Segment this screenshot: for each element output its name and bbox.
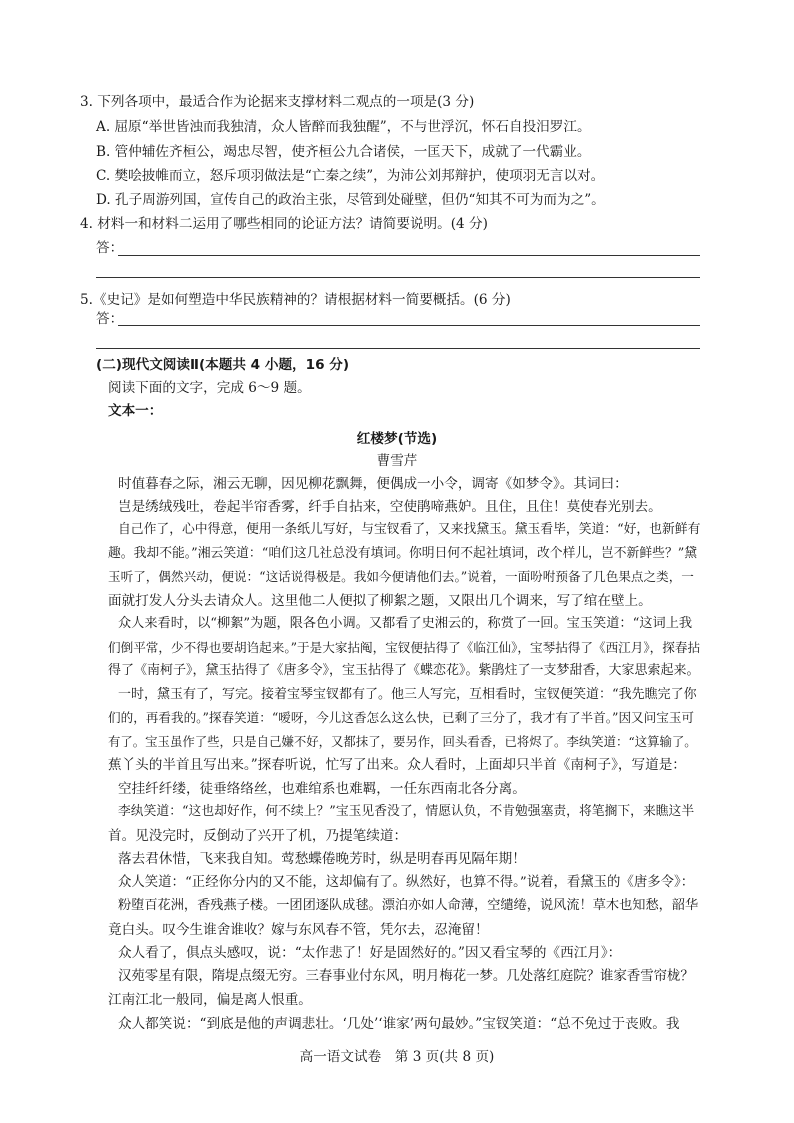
question-3-option-b: B. 管仲辅佐齐桓公，竭忠尽智，使齐桓公九合诸侯，一匡天下，成就了一代霸业。 [96, 144, 591, 160]
passage-line: 们的，再看我的。”探春笑道：“嗳呀，今儿这香怎么这么快，已剩了三分了，我才有了半首。”因又问宝玉可 [108, 710, 695, 725]
question-5-answer-line-1[interactable] [118, 325, 700, 326]
passage-line: 面就打发人分头去请众人。这里他二人便拟了柳絮之题，又限出几个调来，写了绾在壁上。 [108, 593, 652, 609]
question-3-option-d: D. 孔子周游列国，宣传自己的政治主张，尽管到处碰壁，但仍“知其不可为而为之”。 [96, 192, 605, 208]
passage-poem-line: 汉苑零星有限，隋堤点缀无穷。三春事业付东风，明月梅花一梦。几处落红庭院？谁家香雪帘栊？ [118, 969, 694, 984]
passage-line: 首。见没完时，反倒动了兴开了机，乃提笔续道： [108, 828, 408, 844]
section-2-heading: (二)现代文阅读Ⅱ(本题共 4 小题，16 分) [96, 357, 350, 373]
text-one-label: 文本一： [108, 403, 163, 419]
question-3-option-a: A. 屈原“举世皆浊而我独清，众人皆醉而我独醒”，不与世浮沉，怀石自投汨罗江。 [96, 119, 591, 135]
passage-line: 自己作了，心中得意，便用一条纸儿写好，与宝钗看了，又来找黛玉。黛玉看毕，笑道：“好，也新鲜有 [118, 522, 701, 537]
passage-line: 众人笑道：“正经你分内的又不能，这却偏有了。纵然好，也算不得。”说着，看黛玉的《唐多令》： [118, 875, 695, 890]
passage-poem-line: 空挂纤纤缕，徒垂络络丝，也难绾系也难羁，一任东西南北各分离。 [118, 781, 526, 797]
passage-poem-line: 粉堕百花洲，香残燕子楼。一团团逐队成毬。漂泊亦如人命薄，空缱绻，说风流！草木也知愁，韶华 [118, 898, 699, 913]
question-5-stem: 5.《史记》是如何塑造中华民族精神的？请根据材料一简要概括。(6 分) [80, 292, 511, 308]
passage-line: 得了《南柯子》，黛玉拈得了《唐多令》，宝玉拈得了《蝶恋花》。紫鹃炷了一支梦甜香，大家思索起来。 [108, 663, 700, 678]
question-5-answer-label: 答： [96, 311, 124, 327]
question-3-stem: 3. 下列各项中，最适合作为论据来支撑材料二观点的一项是(3 分) [80, 94, 475, 110]
question-4-stem: 4. 材料一和材料二运用了哪些相同的论证方法？请简要说明。(4 分) [80, 216, 488, 232]
passage-line: 蕉丫头的半首且写出来。”探春听说，忙写了出来。众人看时，上面却只半首《南柯子》，写道是： [108, 757, 686, 773]
passage-line: 们倒平常，少不得也要胡诌起来。”于是大家拈阄，宝钗便拈得了《临江仙》，宝琴拈得了《西江月》，探春拈 [108, 640, 701, 655]
passage-title: 红楼梦(节选) [356, 431, 438, 447]
passage-line: 时值暮春之际，湘云无聊，因见柳花飘舞，便偶成一小令，调寄《如梦令》。其词曰： [118, 476, 628, 492]
question-4-answer-line-2[interactable] [96, 277, 700, 278]
passage-line: 众人都笑说：“到底是他的声调悲壮。‘几处’‘谁家’两句最妙。”宝钗笑道：“总不免过于丧败。我 [118, 1016, 680, 1032]
passage-line: 一时，黛玉有了，写完。接着宝琴宝钗都有了。他三人写完，互相看时，宝钗便笑道：“我先瞧完了你 [118, 687, 697, 702]
question-5-answer-line-2[interactable] [96, 348, 700, 349]
passage-line: 玉听了，偶然兴动，便说：“这话说得极是。我如今便请他们去。”说着，一面吩咐预备了几色果点之类，一 [108, 569, 694, 584]
passage-line: 趣。我却不能。”湘云笑道：“咱们这几社总没有填词。你明日何不起社填词，改个样儿，岂不新鲜些？”黛 [108, 546, 698, 561]
passage-poem-line: 竟白头。叹今生谁舍谁收？嫁与东风春不管，凭尔去，忍淹留！ [108, 922, 489, 938]
passage-line: 李纨笑道：“这也却好作，何不续上？”宝玉见香没了，情愿认负，不肯勉强塞责，将笔搁下，来瞧这半 [118, 804, 695, 819]
passage-line: 众人来看时，以“柳絮”为题，限各色小调。又都看了史湘云的，称赏了一回。宝玉笑道：“这词上我 [118, 616, 693, 631]
question-4-answer-line-1[interactable] [118, 255, 700, 256]
page-footer: 高一语文试卷 第 3 页(共 8 页) [299, 1049, 495, 1065]
passage-poem-line: 江南江北一般同，偏是离人恨重。 [108, 992, 312, 1008]
passage-poem-line: 落去君休惜，飞来我自知。莺愁蝶倦晚芳时，纵是明春再见隔年期！ [118, 851, 526, 867]
passage-author: 曹雪芹 [376, 453, 418, 469]
passage-line: 众人看了，俱点头感叹，说：“太作悲了！好是固然好的。”因又看宝琴的《西江月》： [118, 945, 622, 961]
section-2-instruction: 阅读下面的文字，完成 6～9 题。 [108, 380, 311, 396]
passage-line: 有了。宝玉虽作了些，只是自己嫌不好，又都抹了，要另作，回头看香，已将烬了。李纨笑道：“这算输了。 [108, 734, 697, 749]
question-4-answer-label: 答： [96, 240, 124, 256]
passage-line: 岂是绣绒残吐，卷起半帘香雾，纤手自拈来，空使鹃啼燕妒。且住，且住！莫使春光别去。 [118, 499, 662, 515]
question-3-option-c: C. 樊哙披帷而立，怒斥项羽做法是“亡秦之续”，为沛公刘邦辩护，使项羽无言以对。 [96, 168, 605, 184]
